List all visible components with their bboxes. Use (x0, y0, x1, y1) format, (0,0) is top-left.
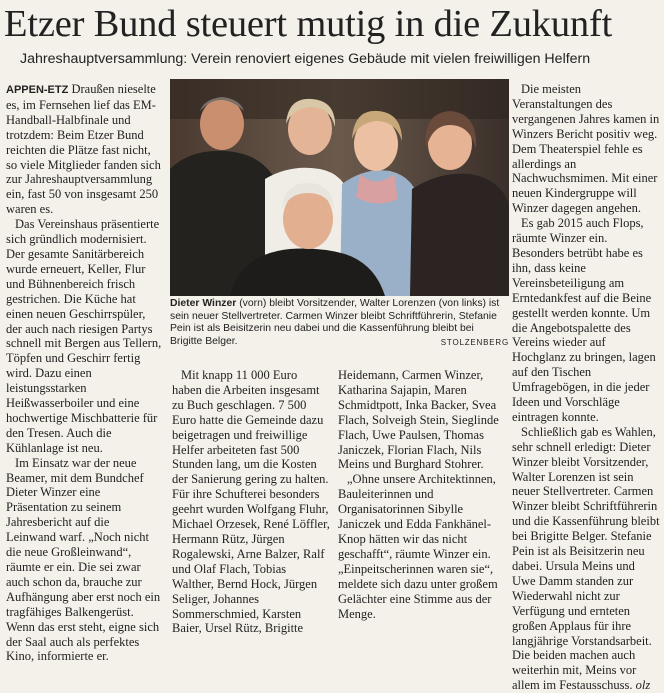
paragraph (6, 82, 162, 217)
paragraph: Es gab 2015 auch Flops, räumte Winzer ein. Besonders betrübt habe es ihn, dass keine Vereinsbeteiligung am Erntedankfest auf die Beine gestellt werden konnte. Um die Angebotspalette des Vereins wieder auf Hochglanz zu bringen, lagen auf den Tischen Umfragebögen, in die jeder Ideen und Vorschläge eintragen konnte. (512, 216, 656, 424)
photo-caption (170, 298, 509, 350)
paragraph: Das Vereinshaus präsentierte sich gründlich modernisiert. Der gesamte Sanitärbereich wurde erneuert, Keller, Flur und Bühnenbereich frisch gestrichen. Die Küche hat einen neuen Geschirrspüler, der auch nach riesigen Partys schnell mit Bergen aus Tellern, Töpfen und Geschirr fertig wird. Dazu einen leistungsstarken Heißwasserboiler und eine hochwertige Mischbatterie für den Tresen. Auch die Kühlanlage ist neu. (6, 217, 162, 455)
paragraph (512, 425, 660, 693)
photo-credit: STOLZENBERG (440, 338, 509, 347)
dateline: APPEN-ETZ (6, 84, 69, 96)
group-photo-image (170, 79, 509, 296)
paragraph-text: Draußen nieselte es, im Fernsehen lief das EM-Handball-Halbfinale und trotzdem: Beim Etzer Bund reichten die Plätze fast nicht, so viele Mitglieder fanden sich zur Jahreshauptversammlung ein, fast 50 von insgesamt 250 waren es. (6, 82, 161, 217)
paragraph: Mit knapp 11 000 Euro haben die Arbeiten insgesamt zu Buch geschlagen. 7 500 Euro hatte die Gemeinde dazu beigetragen und freiwillige Helfer arbeiteten fast 500 Stunden lang, um die Kosten der Sanierung gering zu halten. Für ihre Schufterei besonders geehrt wurden Wolfgang Fluhr, Michael Orzesek, René Löffler, Hermann Rütz, Jürgen Rogalewski, Arne Balzer, Ralf und Olaf Flach, Tobias Walther, Bernd Hock, Jürgen Seliger, Johannes Sommerschmied, Karsten Baier, Ursel Rütz, Brigitte (172, 368, 330, 636)
paragraph-text: Schließlich gab es Wahlen, sehr schnell erledigt: Dieter Winzer bleibt Vorsitzender, Walter Lorenzen ist sein neuer Stellvertreter. Carmen Winzer bleibt Schriftführerin und die Kassenführung bleibt bei Brigitte Belger. Stefanie Pein ist als Beisitzerin neu dabei. Ursula Meins und Uwe Damm standen zur Wiederwahl nicht zur Verfügung und ernteten großen Applaus für ihre langjährige Vorstandsarbeit. Die beiden machen auch weiterhin mit, Meins vor allem im Festausschuss. (512, 424, 660, 693)
caption-name: Dieter Winzer (170, 298, 237, 309)
author-signature: olz (635, 678, 651, 693)
article-subheadline: Jahreshauptversammlung: Verein renoviert eigenes Gebäude mit vielen freiwilligen Helfern (20, 51, 591, 67)
column-1 (6, 82, 162, 664)
article-headline: Etzer Bund steuert mutig in die Zukunft (4, 3, 613, 45)
caption-text: (vorn) bleibt Vorsitzender, Walter Lorenzen (von links) ist sein neuer Stellvertreter. Carmen Winzer bleibt Schriftführerin, Stefanie Pein ist als Beisitzerin neu dabei und die Kassenführung bleibt bei Brigitte Belger. (170, 298, 500, 347)
paragraph: Die meisten Veranstaltungen des vergangenen Jahres kamen in Winzers Bericht positiv weg. Dem Theaterspiel fehle es allerdings an Nachwuchsmimen. Mit einer neuen Kindergruppe will Winzer dagegen angehen. (512, 82, 660, 216)
column-2 (172, 368, 330, 636)
paragraph: Heidemann, Carmen Winzer, Katharina Sajapin, Maren Schmidtpott, Inka Backer, Svea Flach, Solveigh Stein, Sieglinde Flach, Uwe Paulsen, Thomas Janiczek, Florian Flach, Nils Meins und Burghard Stohrer. (338, 368, 499, 472)
paragraph: „Ohne unsere Architektinnen, Bauleiterinnen und Organisatorinnen Sibylle Janiczek und Edda Fankhänel-Knop hätten wir das nicht geschafft“, räumte Winzer ein. „Einpeitscherinnen waren sie“, meldete sich dazu unter großem Gelächter eine Stimme aus der Menge. (338, 472, 498, 621)
column-3 (338, 368, 506, 621)
group-photo (170, 79, 509, 296)
column-4 (512, 82, 660, 693)
paragraph: Im Einsatz war der neue Beamer, mit dem Bundchef Dieter Winzer eine Präsentation zu seinem Jahresbericht auf die Leinwand warf. „Noch nicht die neue Großleinwand“, räumte er ein. Die sei zwar auch schon da, brauche zur Aufhängung aber erst noch ein tragfähiges Balkengerüst. Wenn das erst steht, eigne sich der Saal auch als perfektes Kino, informierte er. (6, 455, 161, 664)
